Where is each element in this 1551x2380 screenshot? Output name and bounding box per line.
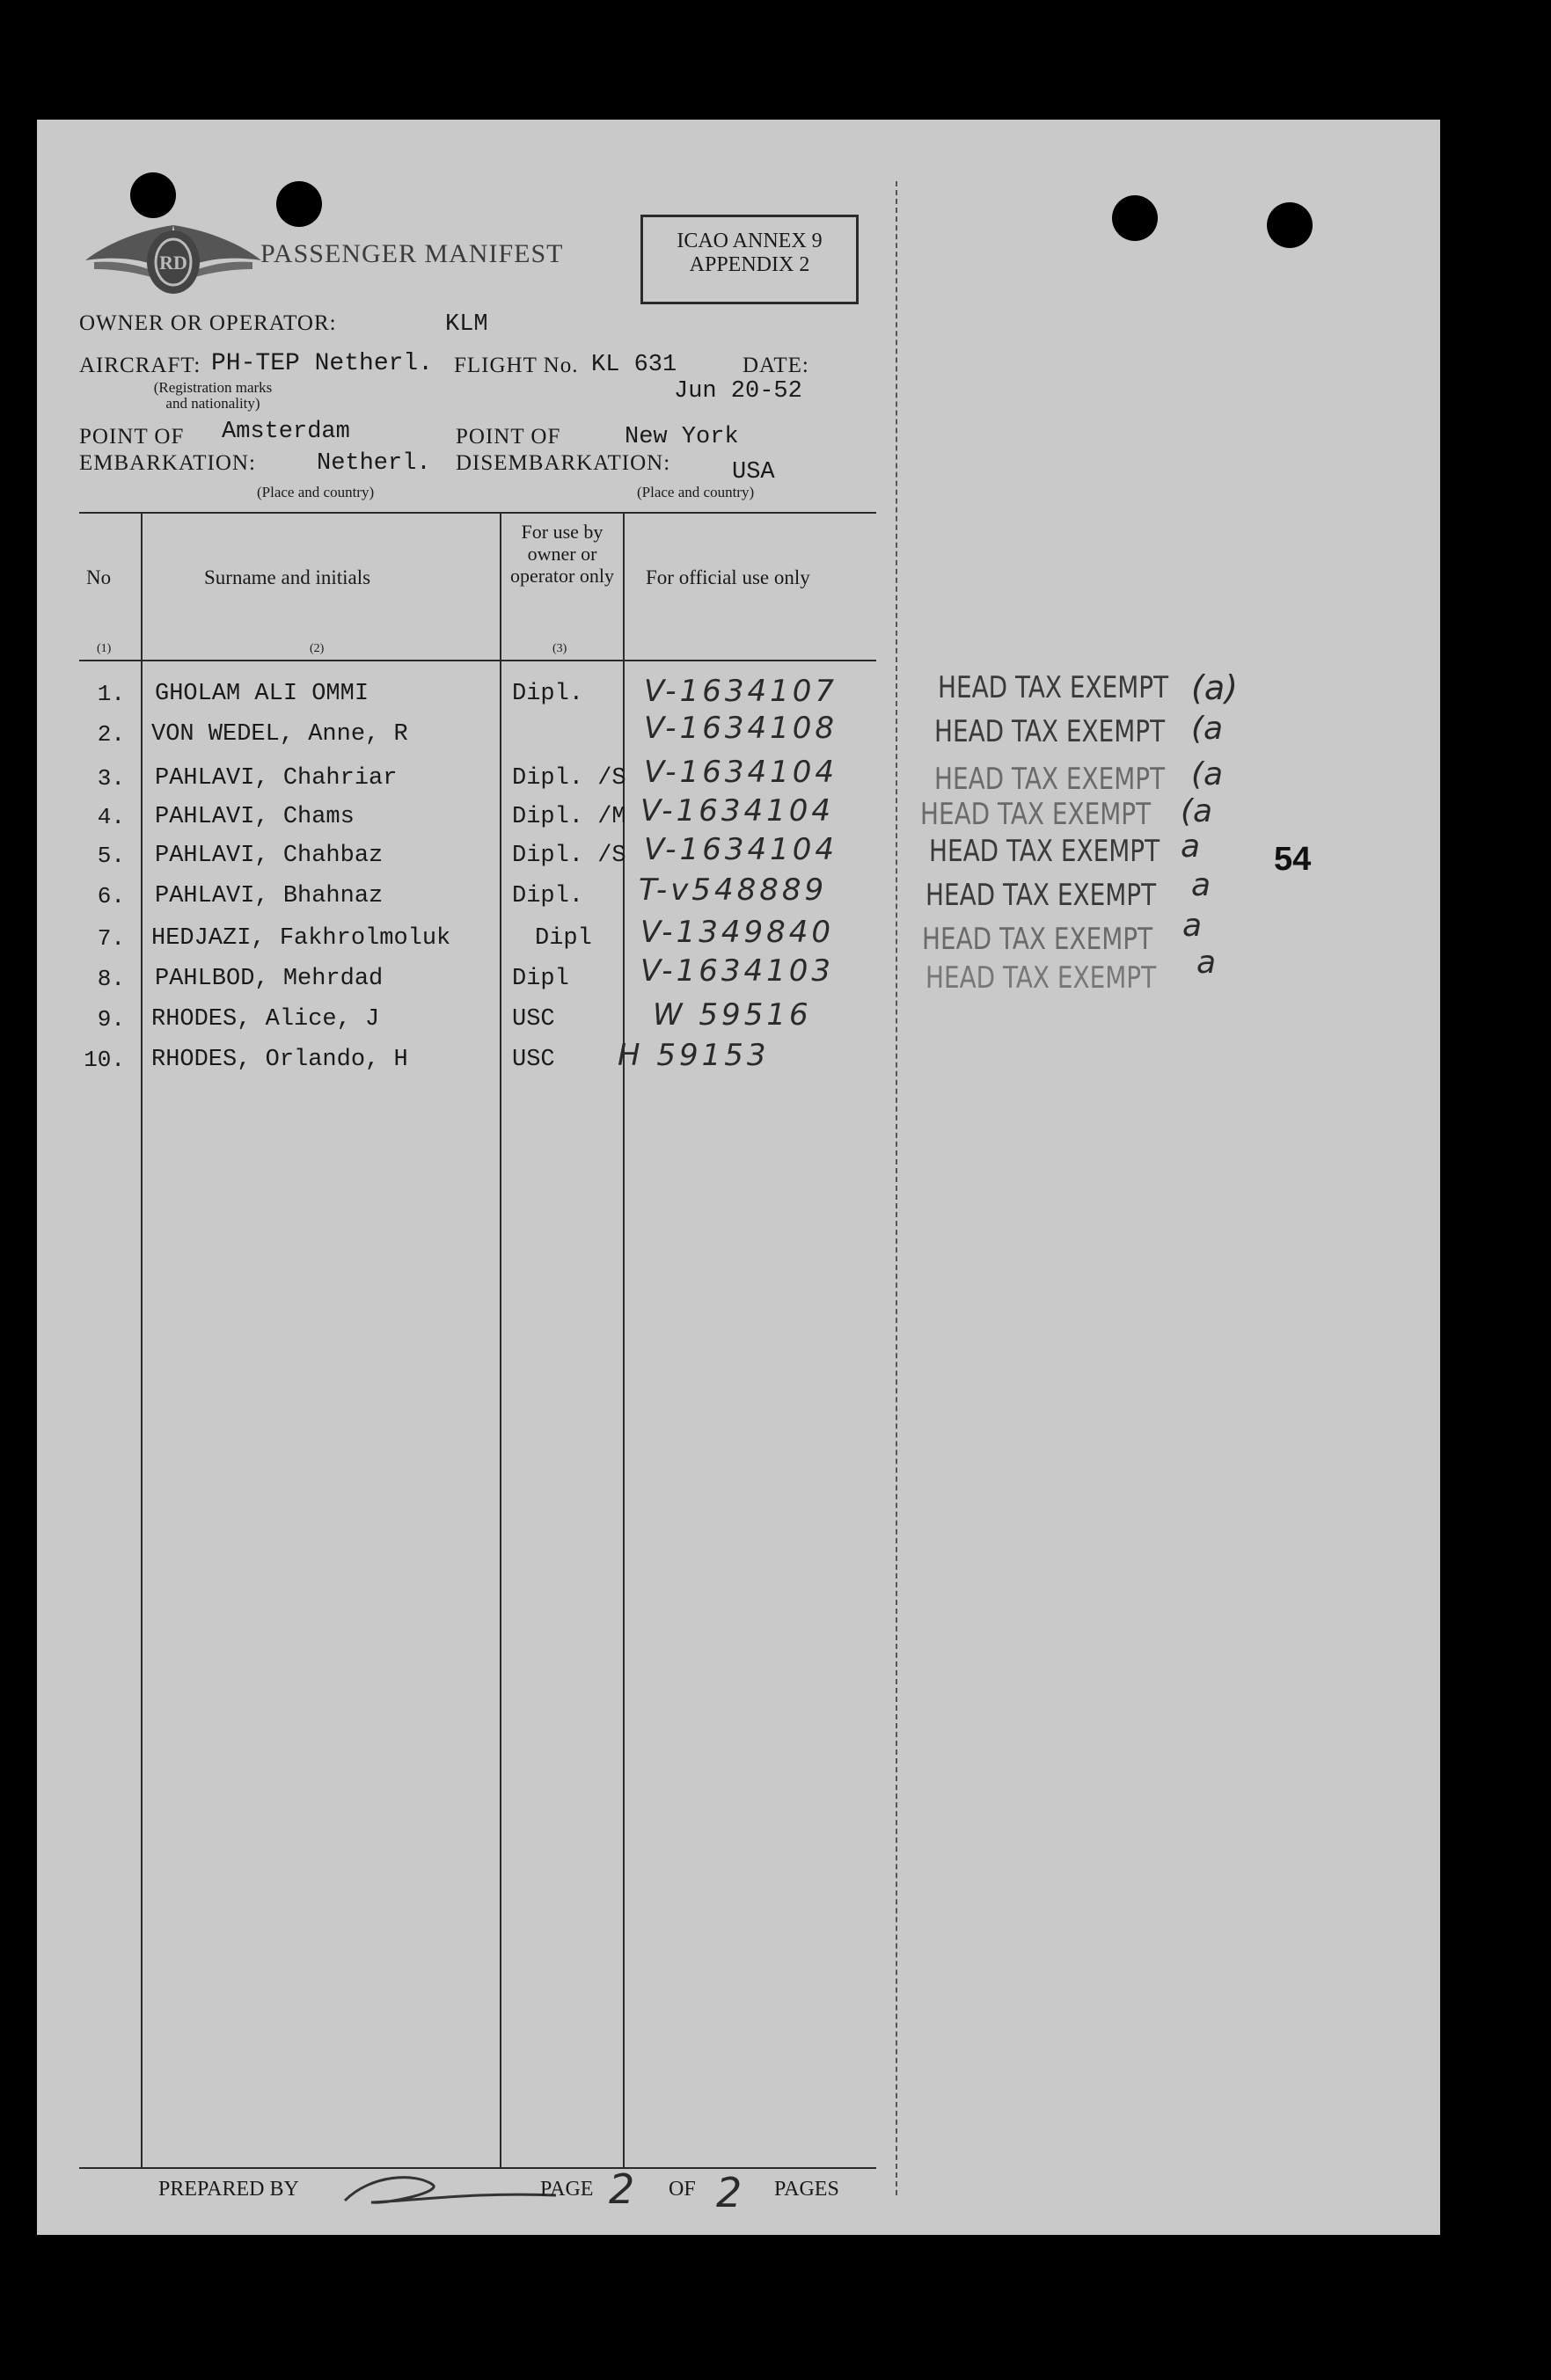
of-label: OF [669,2178,696,2201]
pages-label: PAGES [774,2178,839,2201]
row-number: 4. [97,804,125,830]
manifest-page [37,120,1440,2235]
table-header-rule [79,660,876,661]
head-tax-stamp: HEAD TAX EXEMPT [929,834,1160,869]
owner-use-entry: Dipl. [512,681,584,707]
owner-value: KLM [445,311,488,338]
flight-label: FLIGHT No. [454,354,579,377]
head-tax-stamp: HEAD TAX EXEMPT [934,714,1166,749]
header-name: Surname and initials [204,566,371,588]
signature-scribble-icon [336,2165,565,2218]
handwritten-mark: (a [1191,711,1224,747]
prepared-by-label: PREPARED BY [158,2178,299,2201]
fold-line [896,181,897,2195]
passenger-name: PAHLAVI, Chahbaz [155,843,384,869]
owner-use-entry: Dipl [512,966,569,992]
official-entry: V-1634104 [644,832,838,867]
page-value: 2 [609,2165,635,2213]
date-label: DATE: [743,354,809,377]
row-number: 1. [97,681,125,707]
passenger-name: RHODES, Alice, J [151,1006,380,1033]
embarkation-country: Netherl. [317,450,431,477]
passenger-name: RHODES, Orlando, H [151,1047,408,1073]
official-entry: V-1349840 [640,915,834,950]
head-tax-stamp: HEAD TAX EXEMPT [938,670,1169,705]
owner-use-entry: USC [512,1006,555,1033]
embarkation-note: (Place and country) [257,484,375,500]
handwritten-mark: (a [1181,793,1213,829]
handwritten-mark: a [1196,945,1217,981]
passenger-name: GHOLAM ALI OMMI [155,681,369,707]
page-label: PAGE [540,2178,594,2201]
aircraft-value: PH-TEP Netherl. [211,350,434,377]
row-number: 6. [97,883,125,909]
row-number: 10. [84,1047,125,1073]
handwritten-mark: a [1191,867,1211,903]
icao-annex-box [640,215,859,304]
official-entry: V-1634104 [640,793,834,829]
official-entry: V-1634104 [644,755,838,790]
embarkation-city: Amsterdam [222,419,350,445]
of-value: 2 [716,2169,743,2216]
table-row [37,1038,1440,1087]
klm-wings-logo-icon [81,208,266,304]
official-entry: V-1634103 [640,953,834,989]
owner-use-entry: USC [512,1047,555,1073]
passenger-name: VON WEDEL, Anne, R [151,721,408,748]
row-number: 3. [97,765,125,792]
aircraft-label: AIRCRAFT: [79,354,201,377]
owner-use-entry: Dipl. /M [512,804,626,830]
owner-use-entry: Dipl. [512,883,584,909]
punch-hole [1112,195,1158,241]
flight-value: KL 631 [591,352,677,378]
handwritten-mark: a [1181,829,1201,865]
handwritten-mark: (a) [1191,668,1238,707]
manifest-title: PASSENGER MANIFEST [260,239,564,268]
passenger-name: PAHLAVI, Chahriar [155,765,398,792]
header-no: No [86,566,112,588]
header-sub-1: (1) [97,642,112,655]
owner-use-entry: Dipl. /S [512,765,626,792]
punch-hole [276,181,322,227]
owner-label: OWNER OR OPERATOR: [79,311,337,335]
row-number: 2. [97,721,125,748]
handwritten-mark: (a [1191,756,1224,792]
passenger-name: PAHLBOD, Mehrdad [155,966,384,992]
page-number-stamp: 54 [1274,841,1312,878]
disembarkation-label-text: POINT OF DISEMBARKATION: [456,425,671,475]
head-tax-stamp: HEAD TAX EXEMPT [920,797,1152,832]
disembarkation-note: (Place and country) [637,484,755,500]
table-top-rule [79,512,876,514]
row-number: 5. [97,843,125,869]
row-number: 7. [97,925,125,952]
appendix-line: APPENDIX 2 [689,253,810,276]
owner-use-entry: Dipl [535,925,592,952]
official-entry: T-v548889 [639,872,828,908]
head-tax-stamp: HEAD TAX EXEMPT [934,762,1166,797]
header-sub-2: (2) [310,642,325,655]
date-value: Jun 20-52 [674,378,802,405]
disembarkation-city: New York [625,424,739,450]
passenger-name: PAHLAVI, Chams [155,804,355,830]
head-tax-stamp: HEAD TAX EXEMPT [925,960,1157,996]
header-owner-use: For use by owner or operator only [510,521,614,587]
head-tax-stamp: HEAD TAX EXEMPT [925,878,1157,913]
disembarkation-country: USA [732,459,775,485]
official-entry: W 59516 [653,997,812,1033]
row-number: 8. [97,966,125,992]
header-official: For official use only [646,566,810,588]
annex-line: ICAO ANNEX 9 [677,230,823,252]
row-number: 9. [97,1006,125,1033]
official-entry: H 59153 [618,1038,770,1073]
passenger-name: PAHLAVI, Bhahnaz [155,883,384,909]
owner-use-entry: Dipl. /S [512,843,626,869]
handwritten-mark: a [1182,908,1203,944]
punch-hole [1267,202,1313,248]
embarkation-label-text: POINT OF EMBARKATION: [79,425,256,475]
official-entry: V-1634108 [644,711,838,746]
aircraft-note: (Registration marks and nationality) [153,379,273,412]
official-entry: V-1634107 [644,674,838,709]
svg-text:RD: RD [159,252,187,274]
passenger-name: HEDJAZI, Fakhrolmoluk [151,925,451,952]
header-sub-3: (3) [552,642,567,655]
head-tax-stamp: HEAD TAX EXEMPT [922,922,1153,957]
